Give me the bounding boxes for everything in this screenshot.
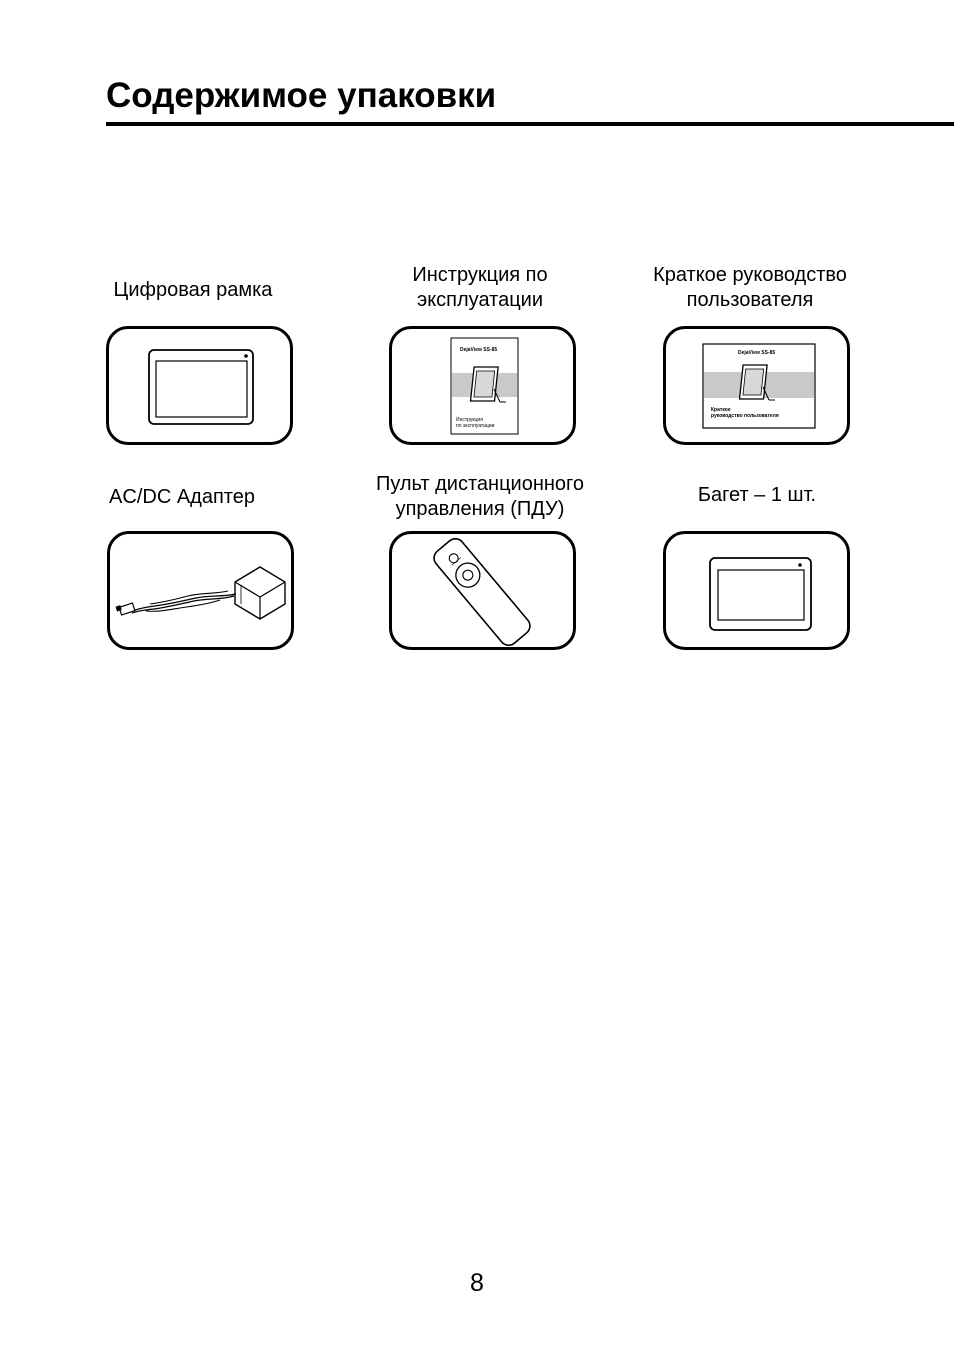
page-title: Содержимое упаковки xyxy=(106,76,497,115)
page-number: 8 xyxy=(470,1269,484,1297)
item-label-adapter: AC/DC Адаптер xyxy=(109,486,255,508)
item-label-remote: Пульт дистанционного управления (ПДУ) xyxy=(375,473,585,520)
item-box-manual xyxy=(389,326,576,445)
remote-control-icon xyxy=(392,534,573,647)
title-underline xyxy=(106,122,954,126)
quick-guide-icon xyxy=(666,329,847,442)
item-box-remote xyxy=(389,531,576,650)
item-label-digital-frame: Цифровая рамка xyxy=(113,279,273,301)
manual-booklet-caption-2: по эксплуатации xyxy=(456,423,495,429)
quick-guide-title: DejaView SS-85 xyxy=(738,350,776,356)
power-adapter-icon xyxy=(110,534,291,647)
item-label-quick-guide: Краткое руководство пользователя xyxy=(653,264,847,311)
manual-booklet-title: DejaView SS-85 xyxy=(460,347,498,353)
manual-booklet-icon xyxy=(392,329,573,442)
spare-frame-icon xyxy=(666,534,847,647)
quick-guide-caption-2: руководство пользователя xyxy=(711,413,779,419)
manual-booklet-caption-1: Инструкция xyxy=(456,417,483,423)
item-box-quick-guide xyxy=(663,326,850,445)
item-label-manual: Инструкция по эксплуатации xyxy=(412,264,548,311)
digital-frame-icon xyxy=(109,329,290,442)
item-box-digital-frame xyxy=(106,326,293,445)
item-box-adapter xyxy=(107,531,294,650)
item-box-spare-frame xyxy=(663,531,850,650)
quick-guide-caption-1: Краткое xyxy=(711,407,731,413)
item-label-spare-frame: Багет – 1 шт. xyxy=(697,484,817,506)
